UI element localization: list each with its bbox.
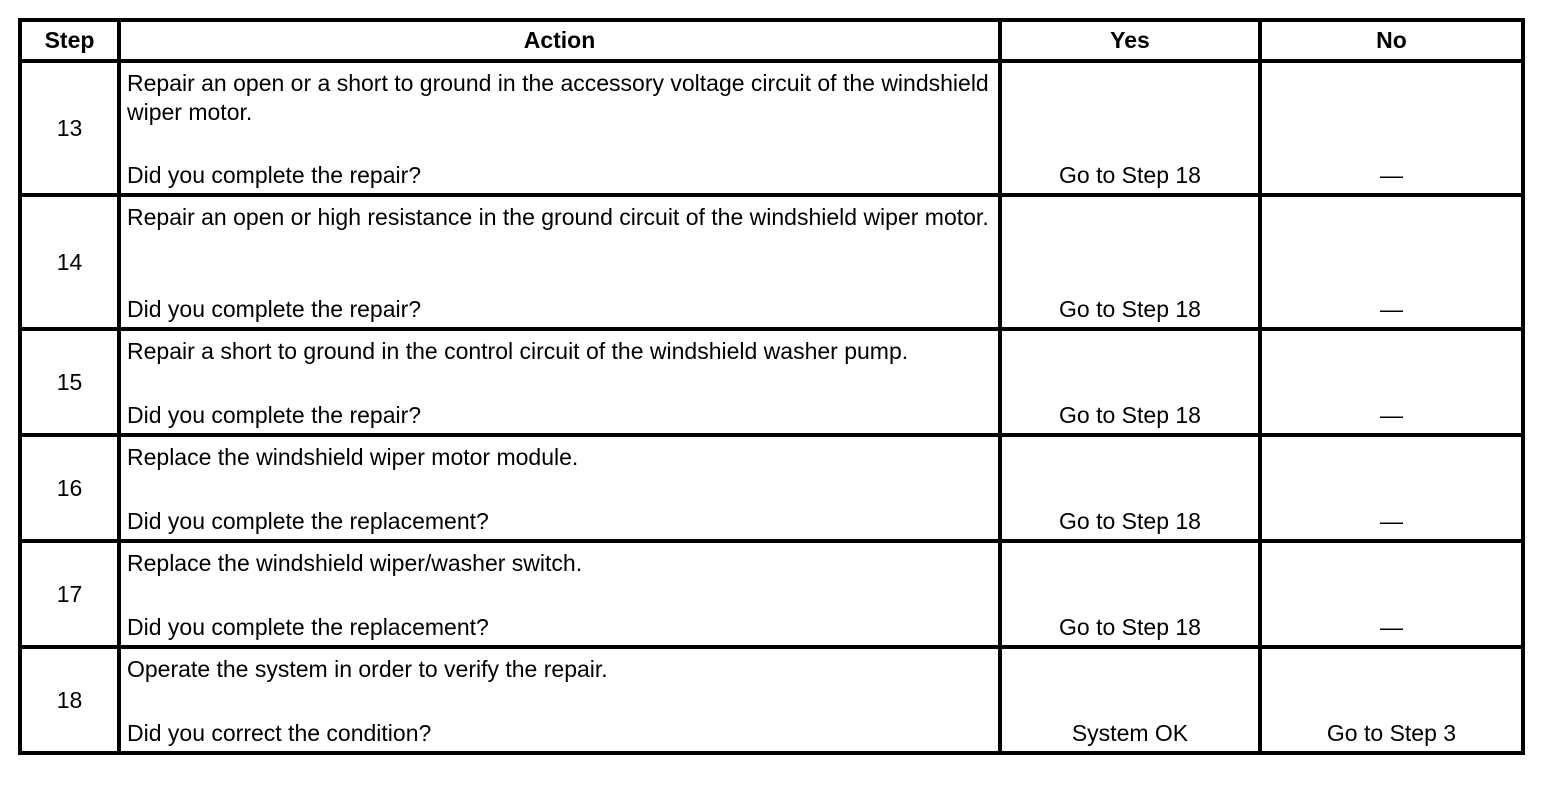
action-cell [119, 61, 1000, 195]
no-cell [1260, 541, 1523, 647]
header-row [20, 20, 1523, 61]
no-cell [1260, 435, 1523, 541]
action-question: Did you complete the repair? [127, 162, 422, 188]
no-result: — [1380, 614, 1403, 640]
diagnostic-table [18, 18, 1525, 755]
table-row [20, 61, 1523, 195]
action-question: Did you complete the replacement? [127, 614, 489, 640]
yes-result: System OK [1071, 720, 1189, 746]
yes-cell [1000, 435, 1260, 541]
action-text: Replace the windshield wiper/washer switch. [127, 550, 583, 576]
yes-result: Go to Step 18 [1059, 614, 1201, 640]
no-cell [1260, 329, 1523, 435]
step-number: 18 [20, 647, 119, 753]
action-cell [119, 329, 1000, 435]
table-row [20, 195, 1523, 329]
step-number: 13 [20, 61, 119, 195]
action-text: Operate the system in order to verify the repair. [127, 656, 608, 682]
yes-result: Go to Step 18 [1059, 296, 1201, 322]
no-cell [1260, 195, 1523, 329]
action-question: Did you complete the repair? [127, 402, 422, 428]
yes-cell [1000, 61, 1260, 195]
header-action: Action [119, 20, 1000, 61]
action-question: Did you correct the condition? [127, 720, 432, 746]
yes-result: Go to Step 18 [1059, 402, 1201, 428]
yes-cell [1000, 329, 1260, 435]
header-no: No [1260, 20, 1523, 61]
action-cell [119, 541, 1000, 647]
action-question: Did you complete the repair? [127, 296, 422, 322]
action-question: Did you complete the replacement? [127, 508, 489, 534]
yes-result: Go to Step 18 [1059, 162, 1201, 188]
action-text: Replace the windshield wiper motor module. [127, 444, 579, 470]
table-row [20, 647, 1523, 753]
action-text: Repair an open or a short to ground in the accessory voltage circuit of the windshield wiper motor. [127, 70, 989, 125]
action-cell [119, 195, 1000, 329]
yes-cell [1000, 647, 1260, 753]
action-text: Repair a short to ground in the control circuit of the windshield washer pump. [127, 338, 909, 364]
step-number: 15 [20, 329, 119, 435]
action-cell [119, 435, 1000, 541]
yes-cell [1000, 541, 1260, 647]
no-result: — [1380, 162, 1403, 188]
no-cell [1260, 647, 1523, 753]
step-number: 17 [20, 541, 119, 647]
action-text: Repair an open or high resistance in the ground circuit of the windshield wiper motor. [127, 204, 989, 230]
action-cell [119, 647, 1000, 753]
step-number: 14 [20, 195, 119, 329]
no-result: — [1380, 508, 1403, 534]
step-number: 16 [20, 435, 119, 541]
table-row [20, 329, 1523, 435]
no-result: — [1380, 296, 1403, 322]
header-step: Step [20, 20, 119, 61]
header-yes: Yes [1000, 20, 1260, 61]
table-row [20, 435, 1523, 541]
table-row [20, 541, 1523, 647]
yes-result: Go to Step 18 [1059, 508, 1201, 534]
no-cell [1260, 61, 1523, 195]
no-result: Go to Step 3 [1326, 720, 1457, 746]
yes-cell [1000, 195, 1260, 329]
no-result: — [1380, 402, 1403, 428]
